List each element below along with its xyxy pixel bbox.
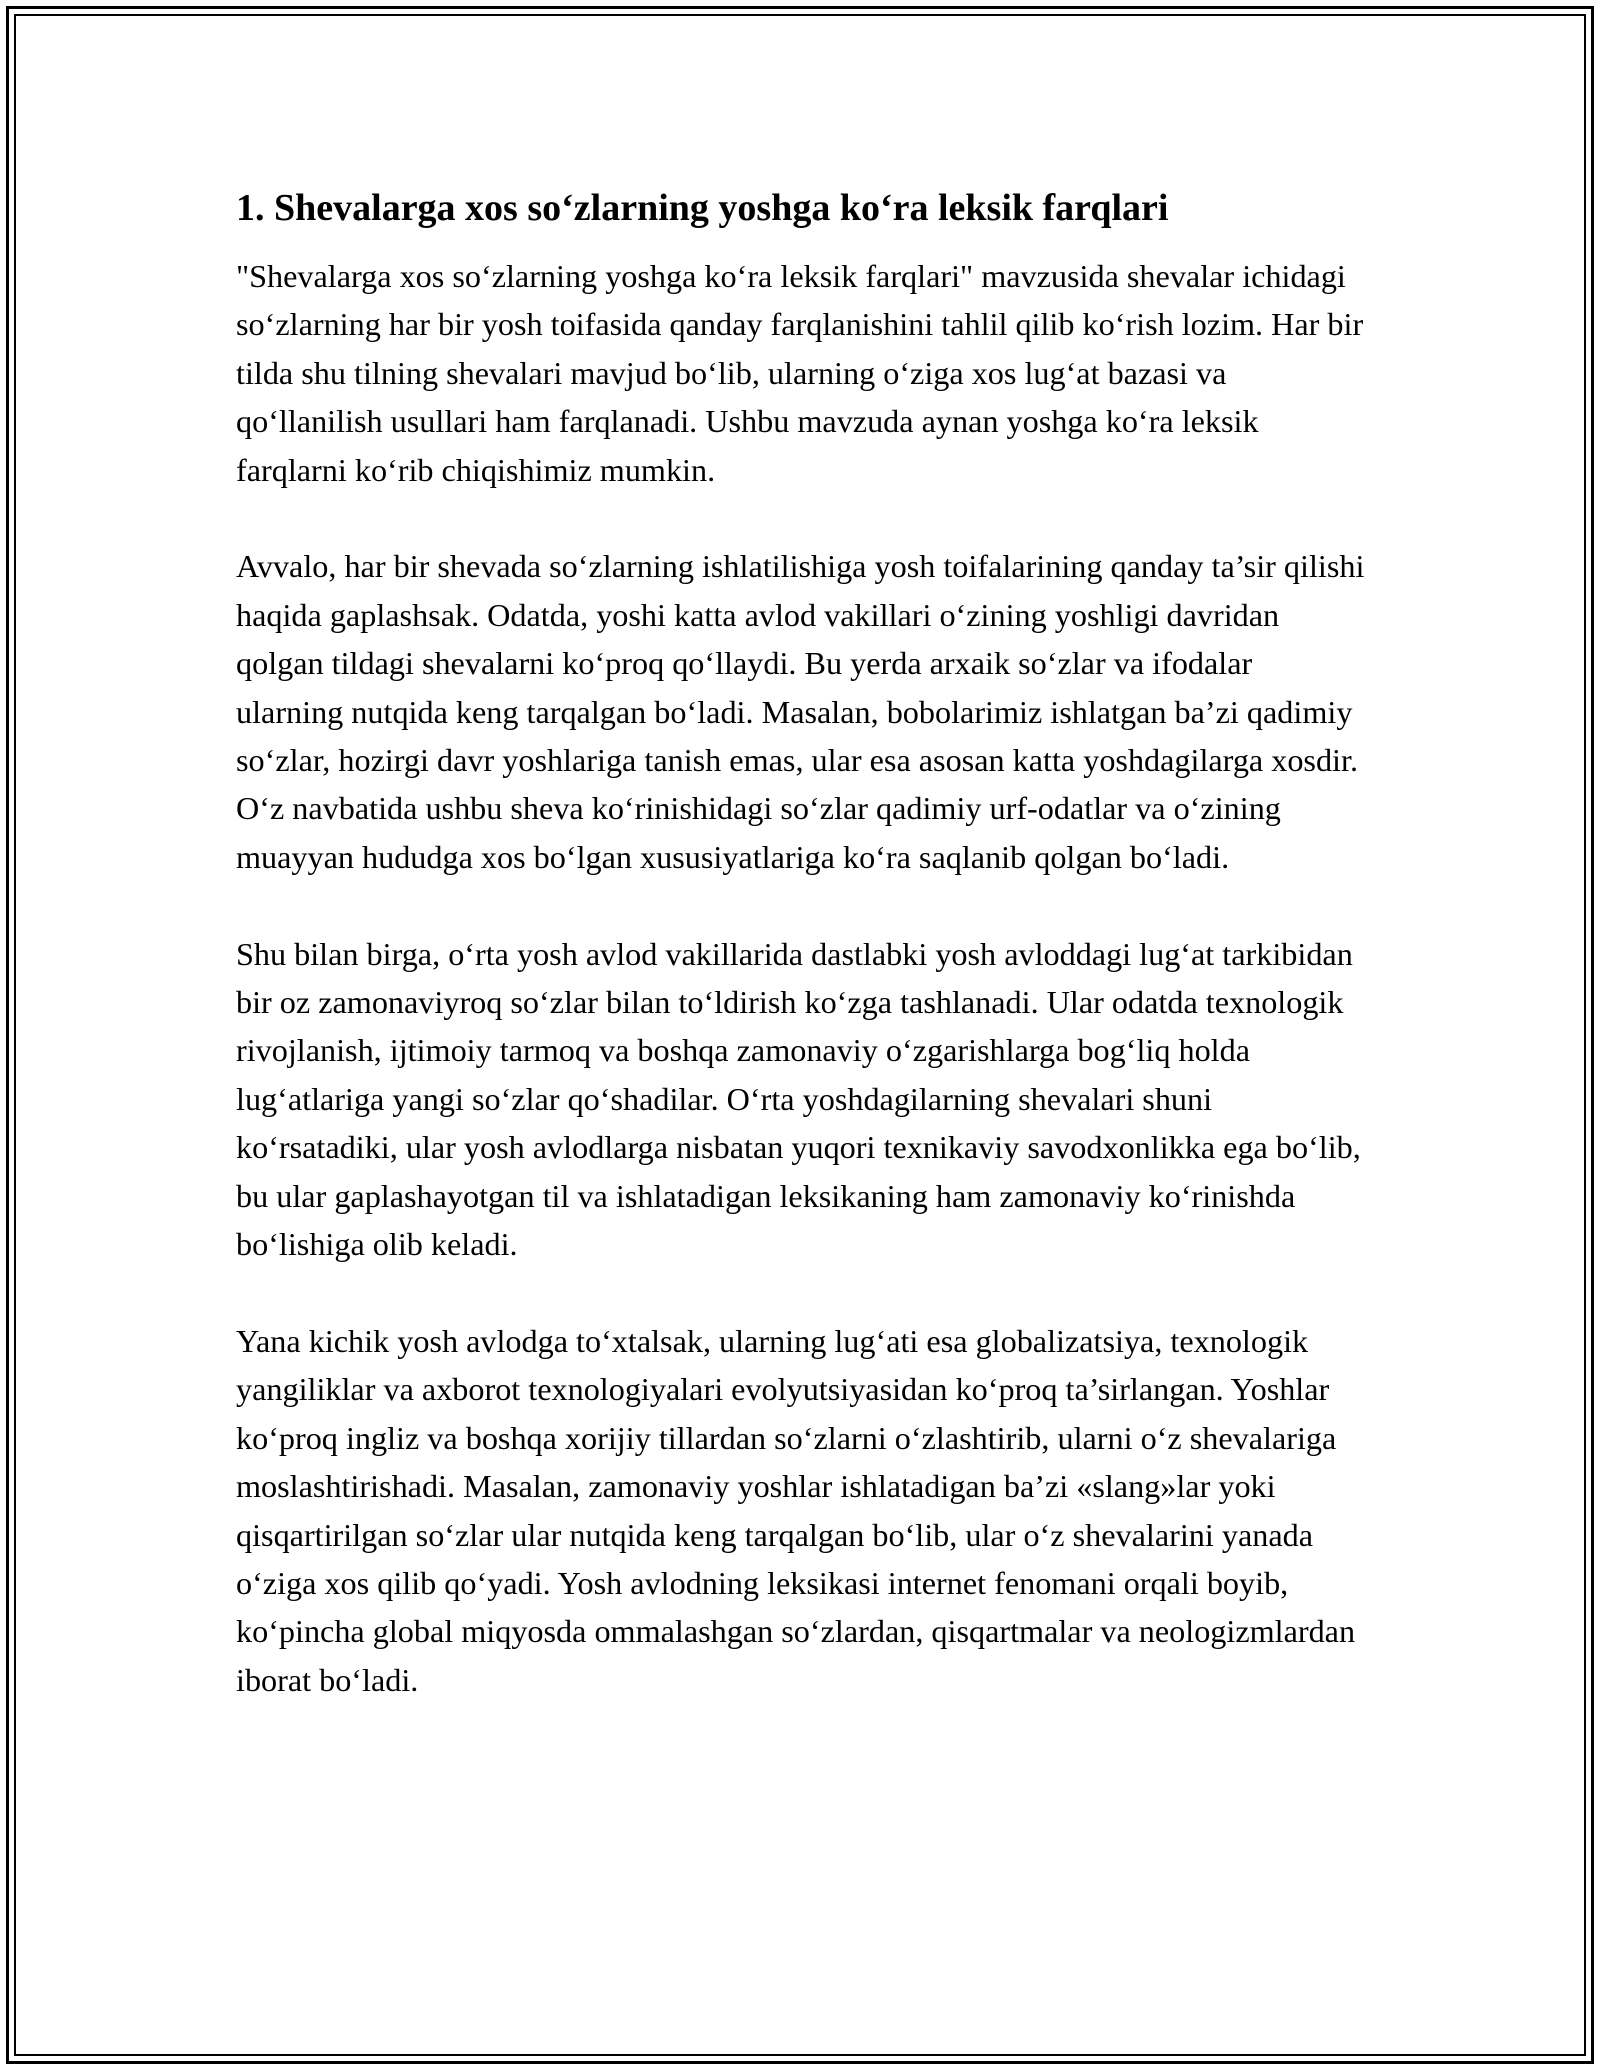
paragraph-middle-generation: Shu bilan birga, o‘rta yosh avlod vakillarida dastlabki yosh avloddagi lug‘at tarkibidan bir oz zamonaviyroq so‘zlar bilan to‘ldirish ko‘zga tashlanadi. Ular odatda texnologik rivojlanish, ijtimoiy tarmoq va boshqa zamonaviy o‘zgarishlarga bog‘liq holda lug‘atlariga yangi so‘zlar qo‘shadilar. O‘rta yoshdagilarning shevalari shuni ko‘rsatadiki, ular yosh avlodlarga nisbatan yuqori texnikaviy savodxonlikka ega bo‘lib, bu ular gaplashayotgan til va ishlatadigan leksikaning ham zamonaviy ko‘rinishda bo‘lishiga olib keladi. xyxy=(236,935,1361,1263)
document-body xyxy=(236,184,1366,1753)
paragraph-older-generation: Avvalo, har bir shevada so‘zlarning ishlatilishiga yosh toifalarining qanday ta’sir qilishi haqida gaplashsak. Odatda, yoshi katta avlod vakillari o‘zining yoshligi davridan qolgan tildagi shevalarni ko‘proq qo‘llaydi. Bu yerda arxaik so‘zlar va ifodalar ularning nutqida keng tarqalgan bo‘ladi. Masalan, bobolarimiz ishlatgan ba’zi qadimiy so‘zlar, hozirgi davr yoshlariga tanish emas, ular esa asosan katta yoshdagilarga xosdir. O‘z navbatida ushbu sheva ko‘rinishidagi so‘zlar qadimiy urf-odatlar va o‘zining muayyan hududga xos bo‘lgan xususiyatlariga ko‘ra saqlanib qolgan bo‘ladi. xyxy=(236,548,1365,875)
paragraph-young-generation: Yana kichik yosh avlodga to‘xtalsak, ularning lug‘ati esa globalizatsiya, texnologik yangiliklar va axborot texnologiyalari evolyutsiyasidan ko‘proq ta’sirlangan. Yoshlar ko‘proq ingliz va boshqa xorijiy tillardan so‘zlarni o‘zlashtirib, ularni o‘z shevalariga moslashtirishadi. Masalan, zamonaviy yoshlar ishlatadigan ba’zi «slang»lar yoki qisqartirilgan so‘zlar ular nutqida keng tarqalgan bo‘lib, ular o‘z shevalarini yanada o‘ziga xos qilib qo‘yadi. Yosh avlodning leksikasi internet fenomani orqali boyib, ko‘pincha global miqyosda ommalashgan so‘zlardan, qisqartmalar va neologizmlardan iborat bo‘ladi. xyxy=(236,1322,1356,1698)
paragraph-intro: "Shevalarga xos so‘zlarning yoshga ko‘ra leksik farqlari" mavzusida shevalar ichidagi so‘zlarning har bir yosh toifasida qanday farqlanishini tahlil qilib ko‘rish lozim. Har bir tilda shu tilning shevalari mavjud bo‘lib, ularning o‘ziga xos lug‘at bazasi va qo‘llanilish usullari ham farqlanadi. Ushbu mavzuda aynan yoshga ko‘ra leksik farqlarni ko‘rib chiqishimiz mumkin. xyxy=(236,258,1364,488)
section-heading: 1. Shevalarga xos so‘zlarning yoshga ko‘ra leksik farqlari xyxy=(236,187,1169,229)
